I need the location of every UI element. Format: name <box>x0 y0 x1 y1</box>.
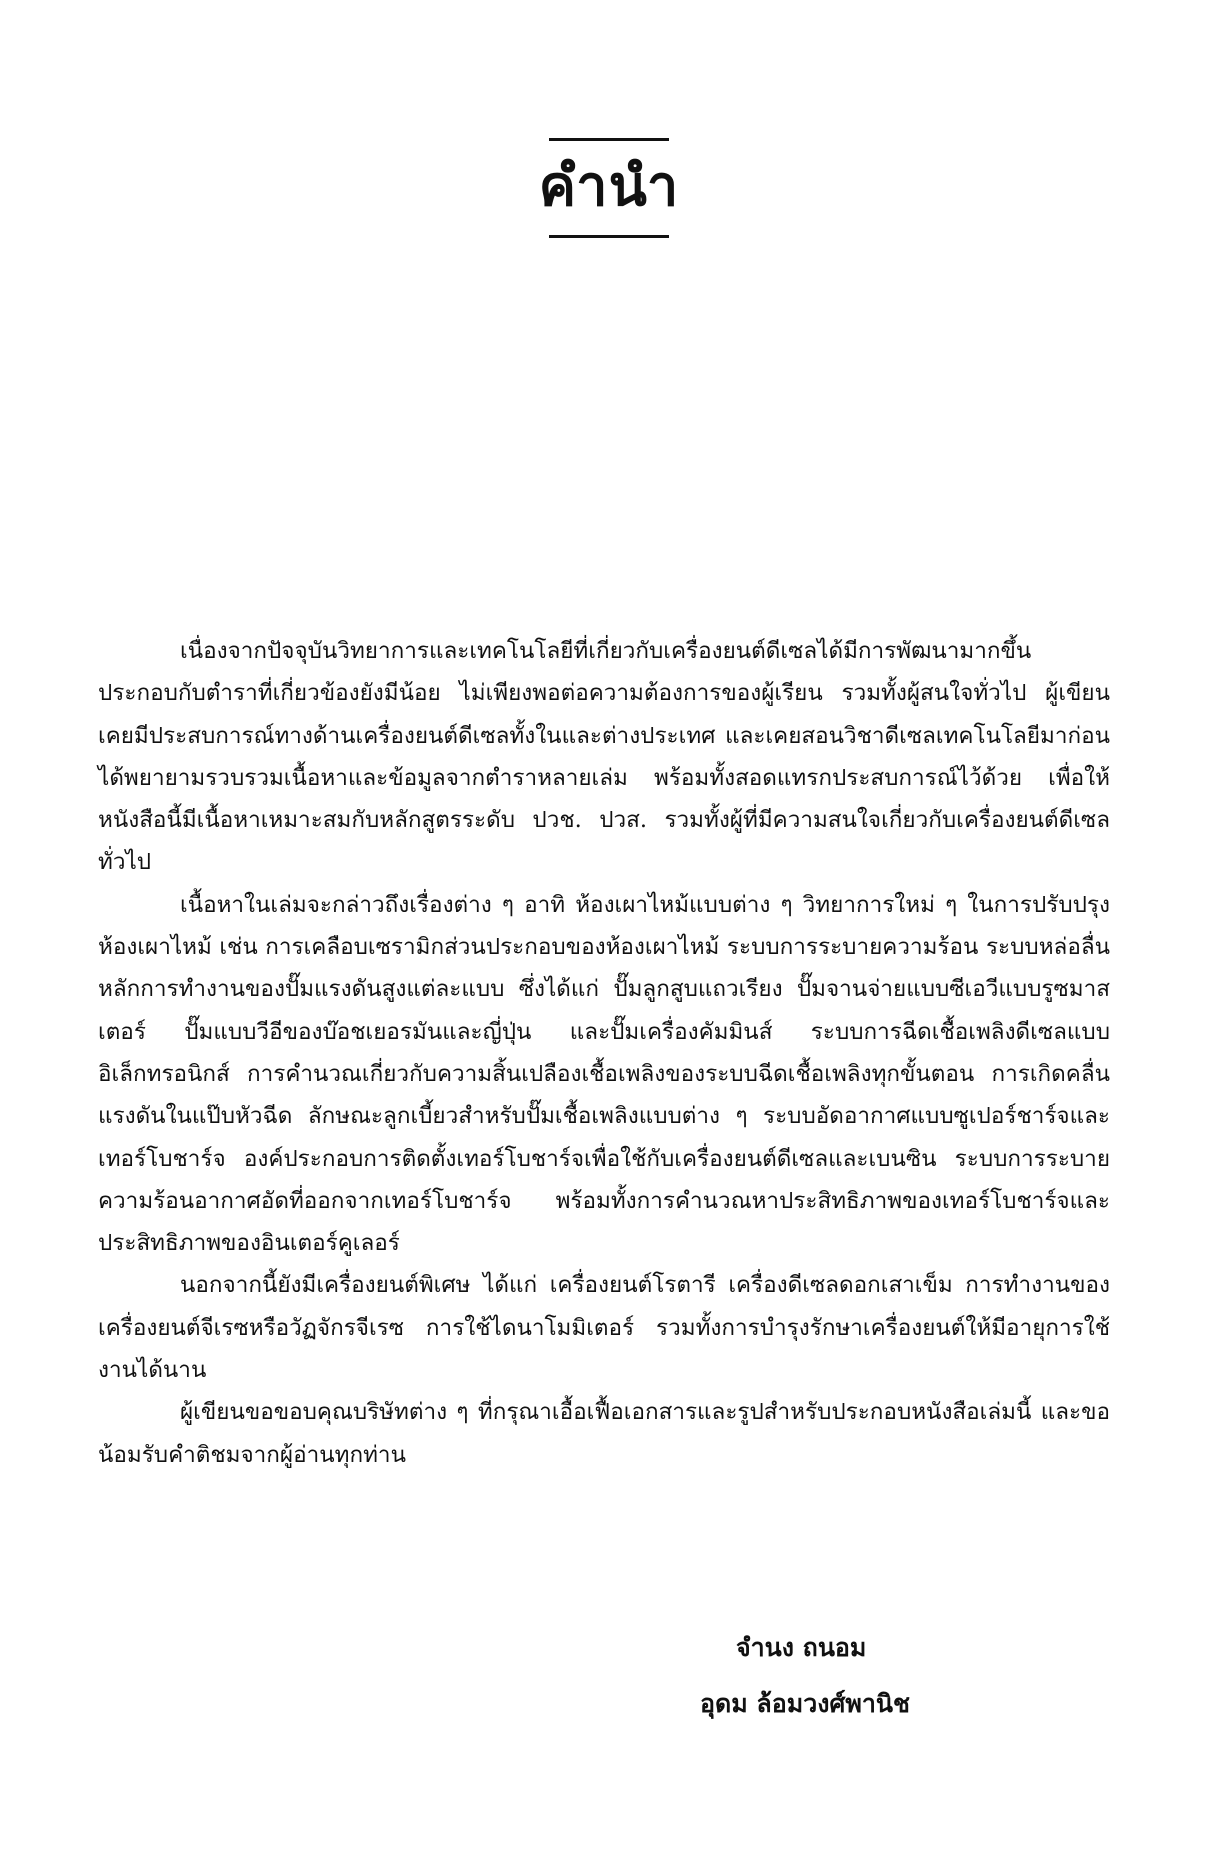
paragraph-3: นอกจากนี้ยังมีเครื่องยนต์พิเศษ ได้แก่ เครื่องยนต์โรตารี เครื่องดีเซลดอกเสาเข็ม การทำงานของเครื่องยนต์จีเรซหรือวัฏจักรจีเรซ การใช้ไดนาโมมิเตอร์ รวมทั้งการบำรุงรักษาเครื่องยนต์ให้มีอายุการใช้งานได้นาน <box>98 1272 1110 1384</box>
title-block <box>0 138 1218 238</box>
paragraph-2: เนื้อหาในเล่มจะกล่าวถึงเรื่องต่าง ๆ อาทิ ห้องเผาไหม้แบบต่าง ๆ วิทยาการใหม่ ๆ ในการปรับปรุงห้องเผาไหม้ เช่น การเคลือบเซรามิกส่วนประกอบของห้องเผาไหม้ ระบบการระบายความร้อน ระบบหล่อลื่น หลักการทำงานของปั๊มแรงดันสูงแต่ละแบบ ซึ่งได้แก่ ปั๊มลูกสูบแถวเรียง ปั๊มจานจ่ายแบบซีเอวีแบบรูซมาสเตอร์ ปั๊มแบบวีอีของบ๊อชเยอรมันและญี่ปุ่น และปั๊มเครื่องคัมมินส์ ระบบการฉีดเชื้อเพลิงดีเซลแบบอิเล็กทรอนิกส์ การคำนวณเกี่ยวกับความสิ้นเปลืองเชื้อเพลิงของระบบฉีดเชื้อเพลิงทุกขั้นตอน การเกิดคลื่นแรงดันในแป๊บหัวฉีด ลักษณะลูกเบี้ยวสำหรับปั๊มเชื้อเพลิงแบบต่าง ๆ ระบบอัดอากาศแบบซูเปอร์ชาร์จและเทอร์โบชาร์จ องค์ประกอบการติดตั้งเทอร์โบชาร์จเพื่อใช้กับเครื่องยนต์ดีเซลและเบนซิน ระบบการระบายความร้อนอากาศอัดที่ออกจากเทอร์โบชาร์จ พร้อมทั้งการคำนวณหาประสิทธิภาพของเทอร์โบชาร์จและประสิทธิภาพของอินเตอร์คูเลอร์ <box>98 891 1110 1257</box>
author-signatures <box>700 1620 1020 1732</box>
preface-body <box>98 630 1110 1476</box>
paragraph-4: ผู้เขียนขอขอบคุณบริษัทต่าง ๆ ที่กรุณาเอื้อเฟื้อเอกสารและรูปสำหรับประกอบหนังสือเล่มนี้ และขอน้อมรับคำติชมจากผู้อ่านทุกท่าน <box>98 1399 1110 1468</box>
title-bottom-rule <box>549 235 669 238</box>
author-name-2: อุดม ล้อมวงศ์พานิช <box>700 1689 910 1718</box>
paragraph-1: เนื่องจากปัจจุบันวิทยาการและเทคโนโลยีที่เกี่ยวกับเครื่องยนต์ดีเซลได้มีการพัฒนามากขึ้น ประกอบกับตำราที่เกี่ยวข้องยังมีน้อย ไม่เพียงพอต่อความต้องการของผู้เรียน รวมทั้งผู้สนใจทั่วไป ผู้เขียนเคยมีประสบการณ์ทางด้านเครื่องยนต์ดีเซลทั้งในและต่างประเทศ และเคยสอนวิชาดีเซลเทคโนโลยีมาก่อน ได้พยายามรวบรวมเนื้อหาและข้อมูลจากตำราหลายเล่ม พร้อมทั้งสอดแทรกประสบการณ์ไว้ด้วย เพื่อให้หนังสือนี้มีเนื้อหาเหมาะสมกับหลักสูตรระดับ ปวช. ปวส. รวมทั้งผู้ที่มีความสนใจเกี่ยวกับเครื่องยนต์ดีเซลทั่วไป <box>98 638 1110 876</box>
page-title: คำนำ <box>538 154 680 219</box>
author-name-1: จำนง ถนอม <box>736 1633 867 1662</box>
title-top-rule <box>549 138 669 141</box>
